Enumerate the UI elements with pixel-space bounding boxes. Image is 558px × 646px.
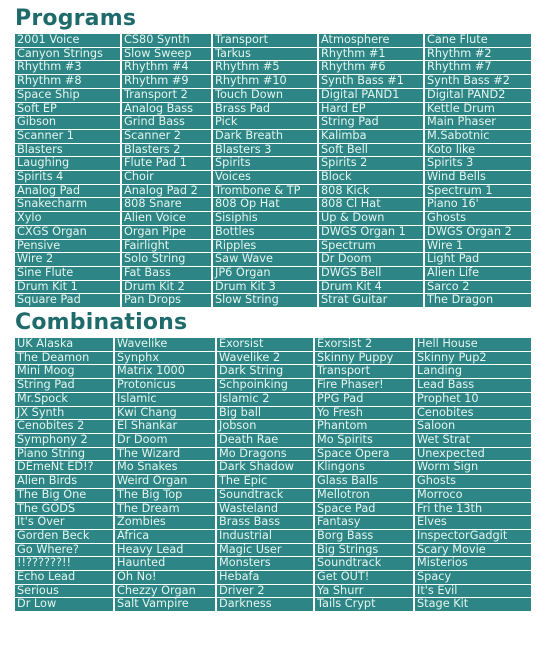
combinations-cell: Brass Bass bbox=[216, 516, 314, 530]
programs-cell: Ghosts bbox=[424, 212, 531, 226]
combinations-row bbox=[15, 571, 531, 585]
programs-cell: Analog Bass bbox=[121, 102, 212, 116]
combinations-cell: Hell House bbox=[414, 338, 531, 351]
combinations-cell: !!??????!! bbox=[15, 557, 114, 571]
combinations-cell: Hebafa bbox=[216, 571, 314, 585]
programs-cell: 2001 Voice bbox=[15, 34, 121, 47]
programs-cell: Block bbox=[318, 171, 424, 185]
combinations-cell: Transport bbox=[314, 365, 414, 379]
combinations-cell: It's Over bbox=[15, 516, 114, 530]
combinations-cell: Exorsist 2 bbox=[314, 338, 414, 351]
combinations-cell: Zombies bbox=[114, 516, 216, 530]
programs-cell: Synth Bass #1 bbox=[318, 75, 424, 89]
programs-cell: Spectrum 1 bbox=[424, 184, 531, 198]
combinations-cell: Jobson bbox=[216, 420, 314, 434]
programs-cell: Dark Breath bbox=[212, 129, 318, 143]
programs-cell: Pensive bbox=[15, 239, 121, 253]
programs-cell: Wire 1 bbox=[424, 239, 531, 253]
programs-cell: Piano 16' bbox=[424, 198, 531, 212]
programs-cell: 808 Cl Hat bbox=[318, 198, 424, 212]
programs-row bbox=[15, 280, 531, 294]
combinations-cell: Ghosts bbox=[414, 475, 531, 489]
programs-table bbox=[15, 34, 531, 308]
programs-cell: The Dragon bbox=[424, 294, 531, 308]
combinations-cell: Big Strings bbox=[314, 543, 414, 557]
combinations-cell: Dr Doom bbox=[114, 433, 216, 447]
programs-row bbox=[15, 198, 531, 212]
combinations-cell: Misterios bbox=[414, 557, 531, 571]
combinations-cell: Elves bbox=[414, 516, 531, 530]
combinations-cell: Kwi Chang bbox=[114, 406, 216, 420]
programs-cell: Rhythm #10 bbox=[212, 75, 318, 89]
programs-cell: Sine Flute bbox=[15, 266, 121, 280]
combinations-cell: Fantasy bbox=[314, 516, 414, 530]
combinations-cell: Unexpected bbox=[414, 447, 531, 461]
combinations-cell: Big ball bbox=[216, 406, 314, 420]
combinations-cell: Glass Balls bbox=[314, 475, 414, 489]
programs-cell: Sisiphis bbox=[212, 212, 318, 226]
programs-cell: Spirits 3 bbox=[424, 157, 531, 171]
combinations-row bbox=[15, 351, 531, 365]
programs-cell: Rhythm #1 bbox=[318, 47, 424, 61]
programs-cell: Spirits 4 bbox=[15, 171, 121, 185]
programs-cell: Flute Pad 1 bbox=[121, 157, 212, 171]
combinations-cell: The Wizard bbox=[114, 447, 216, 461]
combinations-cell: Heavy Lead bbox=[114, 543, 216, 557]
combinations-cell: Landing bbox=[414, 365, 531, 379]
combinations-cell: Dr Low bbox=[15, 598, 114, 612]
programs-row bbox=[15, 88, 531, 102]
programs-row bbox=[15, 102, 531, 116]
combinations-cell: The Deamon bbox=[15, 351, 114, 365]
combinations-cell: Chezzy Organ bbox=[114, 584, 216, 598]
combinations-cell: Islamic bbox=[114, 392, 216, 406]
combinations-row bbox=[15, 461, 531, 475]
combinations-cell: Prophet 10 bbox=[414, 392, 531, 406]
combinations-cell: Serious bbox=[15, 584, 114, 598]
programs-cell: Wind Bells bbox=[424, 171, 531, 185]
programs-cell: Rhythm #3 bbox=[15, 61, 121, 75]
combinations-cell: The Dream bbox=[114, 502, 216, 516]
combinations-cell: Cenobites 2 bbox=[15, 420, 114, 434]
combinations-row bbox=[15, 475, 531, 489]
programs-row bbox=[15, 129, 531, 143]
combinations-cell: JX Synth bbox=[15, 406, 114, 420]
combinations-cell: Symphony 2 bbox=[15, 433, 114, 447]
combinations-cell: Get OUT! bbox=[314, 571, 414, 585]
combinations-cell: Mo Dragons bbox=[216, 447, 314, 461]
programs-cell: DWGS Organ 2 bbox=[424, 225, 531, 239]
programs-cell: Voices bbox=[212, 171, 318, 185]
programs-cell: Soft EP bbox=[15, 102, 121, 116]
combinations-cell: Worm Sign bbox=[414, 461, 531, 475]
programs-cell: 808 Op Hat bbox=[212, 198, 318, 212]
combinations-heading: Combinations bbox=[15, 310, 188, 336]
programs-row bbox=[15, 266, 531, 280]
combinations-cell: DEmeNt ED!? bbox=[15, 461, 114, 475]
programs-cell: Spirits 2 bbox=[318, 157, 424, 171]
programs-cell: Drum Kit 3 bbox=[212, 280, 318, 294]
combinations-row bbox=[15, 502, 531, 516]
combinations-row bbox=[15, 447, 531, 461]
programs-row bbox=[15, 184, 531, 198]
combinations-table-body bbox=[15, 338, 531, 612]
programs-cell: Blasters 3 bbox=[212, 143, 318, 157]
programs-cell: 808 Snare bbox=[121, 198, 212, 212]
programs-row bbox=[15, 212, 531, 226]
programs-cell: Fat Bass bbox=[121, 266, 212, 280]
combinations-cell: PPG Pad bbox=[314, 392, 414, 406]
programs-cell: Soft Bell bbox=[318, 143, 424, 157]
combinations-cell: Africa bbox=[114, 529, 216, 543]
programs-cell: Rhythm #8 bbox=[15, 75, 121, 89]
programs-cell: Choir bbox=[121, 171, 212, 185]
programs-row bbox=[15, 116, 531, 130]
programs-cell: Blasters 2 bbox=[121, 143, 212, 157]
combinations-cell: Protonicus bbox=[114, 379, 216, 393]
combinations-cell: Mo Spirits bbox=[314, 433, 414, 447]
combinations-cell: Fri the 13th bbox=[414, 502, 531, 516]
programs-cell: Light Pad bbox=[424, 253, 531, 267]
combinations-cell: The Epic bbox=[216, 475, 314, 489]
programs-cell: Pan Drops bbox=[121, 294, 212, 308]
programs-cell: Alien Voice bbox=[121, 212, 212, 226]
combinations-cell: Wavelike 2 bbox=[216, 351, 314, 365]
programs-cell: Strat Guitar bbox=[318, 294, 424, 308]
programs-cell: Drum Kit 4 bbox=[318, 280, 424, 294]
programs-cell: Scanner 1 bbox=[15, 129, 121, 143]
combinations-cell: Tails Crypt bbox=[314, 598, 414, 612]
combinations-cell: Gorden Beck bbox=[15, 529, 114, 543]
combinations-cell: Mr.Spock bbox=[15, 392, 114, 406]
combinations-row bbox=[15, 529, 531, 543]
programs-row bbox=[15, 143, 531, 157]
combinations-cell: Klingons bbox=[314, 461, 414, 475]
programs-cell: Canyon Strings bbox=[15, 47, 121, 61]
programs-cell: Rhythm #4 bbox=[121, 61, 212, 75]
programs-row bbox=[15, 34, 531, 47]
combinations-cell: Matrix 1000 bbox=[114, 365, 216, 379]
combinations-cell: Ya Shurr bbox=[314, 584, 414, 598]
programs-cell: Tarkus bbox=[212, 47, 318, 61]
combinations-cell: Borg Bass bbox=[314, 529, 414, 543]
combinations-cell: String Pad bbox=[15, 379, 114, 393]
programs-cell: Cane Flute bbox=[424, 34, 531, 47]
combinations-cell: Wet Strat bbox=[414, 433, 531, 447]
programs-cell: Atmosphere bbox=[318, 34, 424, 47]
programs-cell: Gibson bbox=[15, 116, 121, 130]
programs-cell: Trombone & TP bbox=[212, 184, 318, 198]
programs-cell: JP6 Organ bbox=[212, 266, 318, 280]
programs-cell: DWGS Bell bbox=[318, 266, 424, 280]
page bbox=[15, 6, 531, 612]
programs-cell: CS80 Synth bbox=[121, 34, 212, 47]
programs-cell: Saw Wave bbox=[212, 253, 318, 267]
combinations-cell: El Shankar bbox=[114, 420, 216, 434]
combinations-cell: It's Evil bbox=[414, 584, 531, 598]
combinations-cell: Death Rae bbox=[216, 433, 314, 447]
programs-cell: Bottles bbox=[212, 225, 318, 239]
combinations-cell: Islamic 2 bbox=[216, 392, 314, 406]
programs-row bbox=[15, 294, 531, 308]
combinations-cell: Lead Bass bbox=[414, 379, 531, 393]
combinations-cell: Alien Birds bbox=[15, 475, 114, 489]
combinations-cell: Monsters bbox=[216, 557, 314, 571]
combinations-cell: Soundtrack bbox=[314, 557, 414, 571]
programs-row bbox=[15, 61, 531, 75]
programs-cell: Laughing bbox=[15, 157, 121, 171]
combinations-cell: Oh No! bbox=[114, 571, 216, 585]
programs-cell: Ripples bbox=[212, 239, 318, 253]
programs-cell: Drum Kit 2 bbox=[121, 280, 212, 294]
combinations-cell: Darkness bbox=[216, 598, 314, 612]
combinations-cell: Salt Vampire bbox=[114, 598, 216, 612]
combinations-row bbox=[15, 365, 531, 379]
programs-cell: Rhythm #2 bbox=[424, 47, 531, 61]
programs-cell: Spectrum bbox=[318, 239, 424, 253]
programs-cell: Rhythm #7 bbox=[424, 61, 531, 75]
programs-cell: Koto like bbox=[424, 143, 531, 157]
combinations-cell: Dark Shadow bbox=[216, 461, 314, 475]
combinations-cell: The Big One bbox=[15, 488, 114, 502]
programs-cell: Dr Doom bbox=[318, 253, 424, 267]
combinations-cell: The Big Top bbox=[114, 488, 216, 502]
programs-cell: String Pad bbox=[318, 116, 424, 130]
combinations-cell: Skinny Pup2 bbox=[414, 351, 531, 365]
combinations-cell: Driver 2 bbox=[216, 584, 314, 598]
combinations-row bbox=[15, 488, 531, 502]
combinations-row bbox=[15, 598, 531, 612]
programs-row bbox=[15, 75, 531, 89]
programs-cell: Snakecharm bbox=[15, 198, 121, 212]
programs-cell: Slow Sweep bbox=[121, 47, 212, 61]
combinations-cell: Saloon bbox=[414, 420, 531, 434]
combinations-cell: InspectorGadgit bbox=[414, 529, 531, 543]
programs-row bbox=[15, 239, 531, 253]
programs-row bbox=[15, 225, 531, 239]
combinations-cell: Spacy bbox=[414, 571, 531, 585]
programs-cell: Kettle Drum bbox=[424, 102, 531, 116]
programs-cell: Space Ship bbox=[15, 88, 121, 102]
combinations-cell: Fire Phaser! bbox=[314, 379, 414, 393]
combinations-cell: Exorsist bbox=[216, 338, 314, 351]
programs-row bbox=[15, 47, 531, 61]
programs-cell: Blasters bbox=[15, 143, 121, 157]
combinations-cell: Stage Kit bbox=[414, 598, 531, 612]
combinations-cell: Dark String bbox=[216, 365, 314, 379]
combinations-cell: Industrial bbox=[216, 529, 314, 543]
combinations-cell: Space Opera bbox=[314, 447, 414, 461]
combinations-row bbox=[15, 516, 531, 530]
combinations-cell: Yo Fresh bbox=[314, 406, 414, 420]
combinations-row bbox=[15, 406, 531, 420]
programs-cell: Analog Pad bbox=[15, 184, 121, 198]
combinations-cell: Schpoinking bbox=[216, 379, 314, 393]
programs-cell: CXGS Organ bbox=[15, 225, 121, 239]
programs-cell: Sarco 2 bbox=[424, 280, 531, 294]
programs-heading: Programs bbox=[15, 6, 137, 31]
programs-cell: Pick bbox=[212, 116, 318, 130]
programs-cell: DWGS Organ 1 bbox=[318, 225, 424, 239]
combinations-row bbox=[15, 420, 531, 434]
combinations-cell: Mellotron bbox=[314, 488, 414, 502]
combinations-cell: Phantom bbox=[314, 420, 414, 434]
combinations-cell: Wavelike bbox=[114, 338, 216, 351]
programs-cell: Rhythm #6 bbox=[318, 61, 424, 75]
programs-cell: 808 Kick bbox=[318, 184, 424, 198]
combinations-cell: Piano String bbox=[15, 447, 114, 461]
programs-row bbox=[15, 157, 531, 171]
combinations-row bbox=[15, 338, 531, 351]
programs-cell: Main Phaser bbox=[424, 116, 531, 130]
combinations-cell: Cenobites bbox=[414, 406, 531, 420]
programs-cell: Square Pad bbox=[15, 294, 121, 308]
programs-cell: Grind Bass bbox=[121, 116, 212, 130]
programs-cell: Wire 2 bbox=[15, 253, 121, 267]
programs-cell: Organ Pipe bbox=[121, 225, 212, 239]
programs-cell: Up & Down bbox=[318, 212, 424, 226]
programs-cell: Hard EP bbox=[318, 102, 424, 116]
combinations-cell: Haunted bbox=[114, 557, 216, 571]
programs-cell: Touch Down bbox=[212, 88, 318, 102]
programs-row bbox=[15, 253, 531, 267]
combinations-cell: Weird Organ bbox=[114, 475, 216, 489]
combinations-row bbox=[15, 557, 531, 571]
programs-cell: Solo String bbox=[121, 253, 212, 267]
programs-table-body bbox=[15, 34, 531, 308]
programs-cell: Digital PAND1 bbox=[318, 88, 424, 102]
programs-cell: Kalimba bbox=[318, 129, 424, 143]
programs-cell: Scanner 2 bbox=[121, 129, 212, 143]
combinations-row bbox=[15, 392, 531, 406]
combinations-cell: Synphx bbox=[114, 351, 216, 365]
programs-cell: Xylo bbox=[15, 212, 121, 226]
programs-cell: Brass Pad bbox=[212, 102, 318, 116]
combinations-table bbox=[15, 338, 531, 612]
programs-cell: Transport bbox=[212, 34, 318, 47]
combinations-cell: Wasteland bbox=[216, 502, 314, 516]
combinations-cell: Space Pad bbox=[314, 502, 414, 516]
programs-cell: Fairlight bbox=[121, 239, 212, 253]
programs-cell: Rhythm #9 bbox=[121, 75, 212, 89]
combinations-cell: Echo Lead bbox=[15, 571, 114, 585]
programs-row bbox=[15, 171, 531, 185]
combinations-cell: The GODS bbox=[15, 502, 114, 516]
programs-cell: Slow String bbox=[212, 294, 318, 308]
combinations-cell: Magic User bbox=[216, 543, 314, 557]
programs-cell: Rhythm #5 bbox=[212, 61, 318, 75]
combinations-row bbox=[15, 543, 531, 557]
programs-cell: Transport 2 bbox=[121, 88, 212, 102]
combinations-row bbox=[15, 584, 531, 598]
combinations-cell: Scary Movie bbox=[414, 543, 531, 557]
combinations-cell: Soundtrack bbox=[216, 488, 314, 502]
combinations-cell: Skinny Puppy bbox=[314, 351, 414, 365]
programs-cell: Alien Life bbox=[424, 266, 531, 280]
programs-cell: Drum Kit 1 bbox=[15, 280, 121, 294]
combinations-cell: UK Alaska bbox=[15, 338, 114, 351]
combinations-cell: Mini Moog bbox=[15, 365, 114, 379]
programs-cell: M.Sabotnic bbox=[424, 129, 531, 143]
combinations-cell: Go Where? bbox=[15, 543, 114, 557]
combinations-row bbox=[15, 433, 531, 447]
combinations-cell: Morroco bbox=[414, 488, 531, 502]
combinations-cell: Mo Snakes bbox=[114, 461, 216, 475]
programs-cell: Analog Pad 2 bbox=[121, 184, 212, 198]
combinations-row bbox=[15, 379, 531, 393]
programs-cell: Spirits bbox=[212, 157, 318, 171]
programs-cell: Synth Bass #2 bbox=[424, 75, 531, 89]
programs-cell: Digital PAND2 bbox=[424, 88, 531, 102]
